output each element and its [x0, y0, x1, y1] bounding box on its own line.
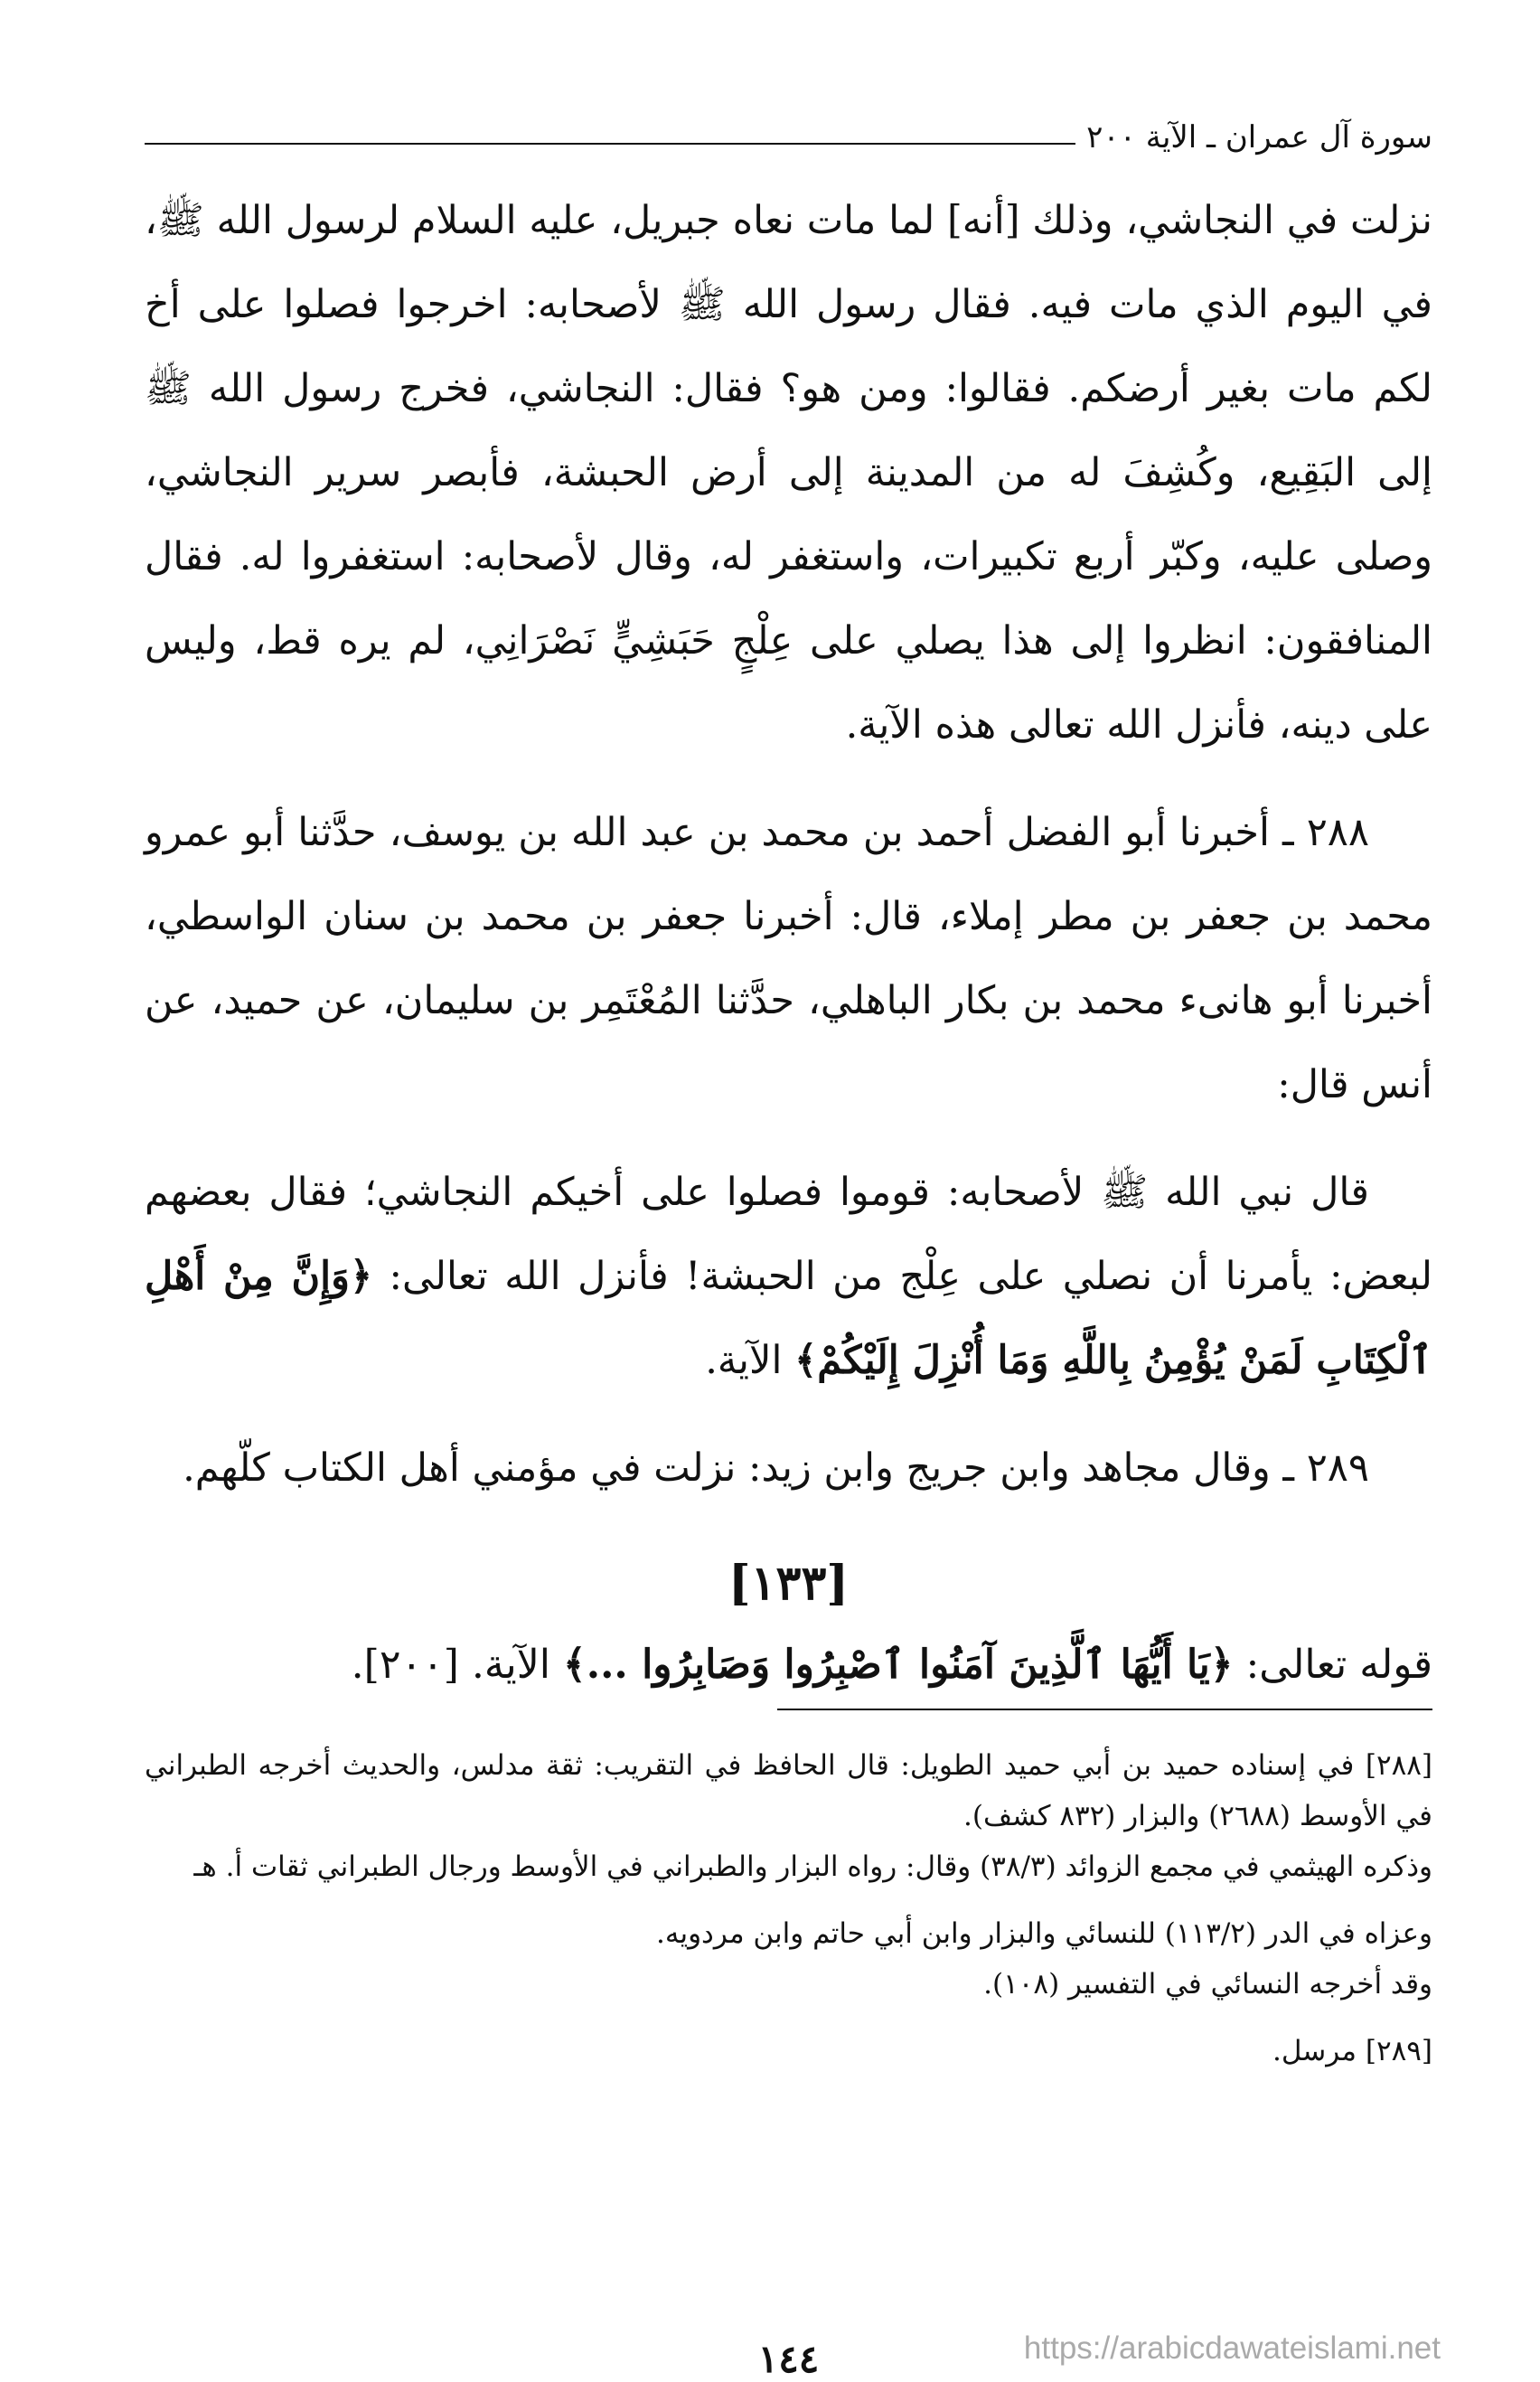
- footnote-288: [٢٨٨] في إسناده حميد بن أبي حميد الطويل: قال الحافظ في التقريب: ثقة مدلس، والحديث أخرجه الطبراني في الأوسط (٢٦٨٨) والبزار (٨٣٢ كشف).: [145, 1749, 1432, 1832]
- footnote-288-nasai: وقد أخرجه النسائي في التفسير (١٠٨).: [983, 1968, 1432, 2001]
- watermark-url: https://arabicdawateislami.net: [1023, 2330, 1441, 2366]
- book-page: [145, 108, 1432, 2381]
- paragraph-hadith-289: ٢٨٩ ـ وقال مجاهد وابن جريج وابن زيد: نزلت في مؤمني أهل الكتاب كلّهم.: [183, 1445, 1369, 1491]
- section-heading: [١٣٣]: [728, 1556, 849, 1611]
- main-text: [145, 179, 1432, 1706]
- paragraph-narration: نزلت في النجاشي، وذلك [أنه] لما مات نعاه جبريل، عليه السلام لرسول الله ﷺ، في اليوم الذي مات فيه. فقال رسول الله ﷺ لأصحابه: اخرجوا فصلوا على أخ لكم مات بغير أرضكم. فقالوا: ومن هو؟ فقال: النجاشي، فخرج رسول الله ﷺ إلى البَقِيع، وكُشِفَ له من المدينة إلى أرض الحبشة، فأبصر سرير النجاشي، وصلى عليه، وكبّر أربع تكبيرات، واستغفر له، وقال لأصحابه: استغفروا له. فقال المنافقون: انظروا إلى هذا يصلي على عِلْجٍ حَبَشِيٍّ نَصْرَانِي، لم يره قط، وليس على دينه، فأنزل الله تعالى هذه الآية.: [145, 198, 1432, 748]
- paragraph-hadith-288: ٢٨٨ ـ أخبرنا أبو الفضل أحمد بن محمد بن عبد الله بن يوسف، حدَّثنا أبو عمرو محمد بن جعفر بن مطر إملاء، قال: أخبرنا جعفر بن محمد بن سنان الواسطي، أخبرنا أبو هانىء محمد بن بكار الباهلي، حدَّثنا المُعْتَمِر بن سليمان، عن حميد، عن أنس قال:: [145, 810, 1432, 1107]
- paragraph-hadith-text-b: الآية.: [705, 1338, 795, 1383]
- running-head: سورة آل عمران ـ الآية ٢٠٠: [1086, 119, 1432, 155]
- footnote-288-haythami: وذكره الهيثمي في مجمع الزوائد (٣٨/٣) وقال: رواه البزار والطبراني في الأوسط ورجال الطبراني ثقات أ. هـ: [193, 1850, 1432, 1883]
- page-number: ١٤٤: [757, 2337, 820, 2381]
- verse-intro: قوله تعالى:: [1233, 1642, 1432, 1688]
- footnote-288-durr: وعزاه في الدر (١١٣/٢) للنسائي والبزار وابن أبي حاتم وابن مردويه.: [655, 1917, 1432, 1950]
- footnote-rule: [777, 1709, 1432, 1710]
- verse-ref: الآية. [٢٠٠].: [351, 1642, 564, 1688]
- paragraph-hadith-text: [145, 1151, 1432, 1403]
- paragraph-hadith-text-a: قال نبي الله ﷺ لأصحابه: قوموا فصلوا على أخيكم النجاشي؛ فقال بعضهم لبعض: يأمرنا أن نصلي على عِلْج من الحبشة! فأنزل الله تعالى:: [145, 1170, 1432, 1299]
- footnotes: [145, 1740, 1432, 2076]
- footnote-289: [٢٨٩] مرسل.: [1272, 2035, 1432, 2067]
- quran-quote: ﴿وَإِنَّ مِنْ أَهْلِ ٱلْكِتَابِ لَمَنْ يُؤْمِنُ بِاللَّهِ وَمَا أُنْزِلَ إِلَيْكُمْ﴾: [145, 1254, 1432, 1383]
- verse-line: [145, 1624, 1432, 1706]
- verse-quran-quote: ﴿يَا أَيُّهَا ٱلَّذِينَ آمَنُوا ٱصْبِرُوا وَصَابِرُوا ...﴾: [563, 1642, 1234, 1688]
- header-rule: [145, 143, 1075, 145]
